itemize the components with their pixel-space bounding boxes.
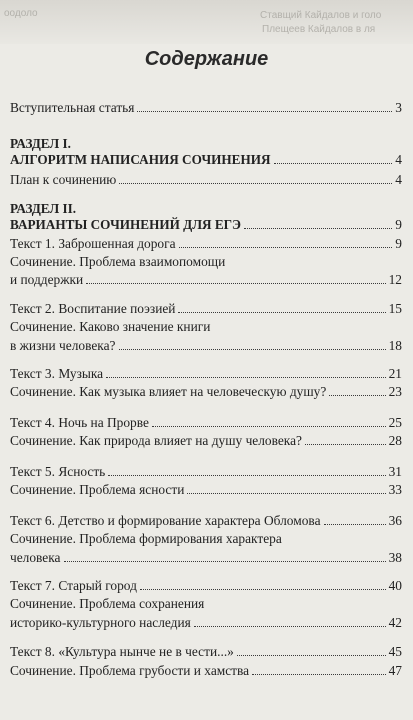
page-number: 42 xyxy=(388,615,402,630)
toc-text-line[interactable] xyxy=(10,509,402,529)
page-number: 36 xyxy=(388,513,402,528)
toc-essay-line[interactable] xyxy=(10,546,402,566)
dot-leader xyxy=(119,183,392,184)
page-number: 47 xyxy=(388,663,402,678)
page-number: 4 xyxy=(395,152,402,167)
page-number: 33 xyxy=(388,482,402,497)
page-number: 40 xyxy=(388,578,402,593)
toc-text-line[interactable] xyxy=(10,411,402,431)
toc-text-line[interactable] xyxy=(10,574,402,594)
dot-leader xyxy=(252,674,385,675)
toc-entry-text: Текст 6. Детство и формирование характера Обломова xyxy=(10,513,321,528)
toc-intro-line[interactable] xyxy=(10,96,402,116)
page-number: 4 xyxy=(395,172,402,187)
toc-entry-text: Текст 3. Музыка xyxy=(10,366,104,381)
dot-leader xyxy=(64,561,386,562)
toc-entry-text: Текст 8. «Культура нынче не в чести...» xyxy=(10,644,234,659)
toc-text-line[interactable] xyxy=(10,640,402,660)
toc-essay-line[interactable] xyxy=(10,659,402,679)
toc-entry-text: Текст 7. Старый город xyxy=(10,578,137,593)
toc-essay-line[interactable] xyxy=(10,334,402,354)
dot-leader xyxy=(274,163,393,164)
toc-text-line[interactable] xyxy=(10,297,402,317)
toc-essay-text[interactable]: Сочинение. Проблема сохранения xyxy=(10,596,205,611)
page-number: 12 xyxy=(388,272,402,287)
page-number: 45 xyxy=(388,644,402,659)
page-number: 28 xyxy=(388,433,402,448)
previous-page-bleed xyxy=(0,0,413,44)
dot-leader xyxy=(86,283,385,284)
page-number: 15 xyxy=(388,301,402,316)
dot-leader xyxy=(106,377,385,378)
toc-entry-text: и поддержки xyxy=(10,272,84,287)
dot-leader xyxy=(187,493,385,494)
section-2-label: РАЗДЕЛ II. xyxy=(10,201,77,216)
dot-leader xyxy=(152,426,386,427)
toc-entry-text: Текст 5. Ясность xyxy=(10,464,106,479)
dot-leader xyxy=(137,111,392,112)
toc-section-1-line[interactable] xyxy=(10,148,402,168)
toc-plan-line[interactable] xyxy=(10,168,402,188)
toc-entry-text: Текст 1. Заброшенная дорога xyxy=(10,236,176,251)
dot-leader xyxy=(108,475,385,476)
toc-essay-text[interactable]: Сочинение. Проблема взаимопомощи xyxy=(10,254,226,269)
dot-leader xyxy=(194,626,386,627)
toc-entry-text: Текст 4. Ночь на Прорве xyxy=(10,415,149,430)
toc-entry-text: историко-культурного наследия xyxy=(10,615,191,630)
dot-leader xyxy=(244,228,392,229)
toc-entry-text: Сочинение. Как природа влияет на душу человека? xyxy=(10,433,302,448)
page-number: 31 xyxy=(388,464,402,479)
dot-leader xyxy=(179,247,393,248)
toc-section-2-line[interactable] xyxy=(10,213,402,233)
section-1-label: РАЗДЕЛ I. xyxy=(10,136,71,151)
toc-entry-text: в жизни человека? xyxy=(10,338,116,353)
dot-leader xyxy=(140,589,386,590)
page-number: 18 xyxy=(388,338,402,353)
toc-text-line[interactable] xyxy=(10,460,402,480)
dot-leader xyxy=(329,395,385,396)
toc-entry-text: Сочинение. Проблема грубости и хамства xyxy=(10,663,250,678)
toc-essay-line[interactable] xyxy=(10,611,402,631)
section-heading: АЛГОРИТМ НАПИСАНИЯ СОЧИНЕНИЯ xyxy=(10,152,271,167)
section-heading: ВАРИАНТЫ СОЧИНЕНИЙ ДЛЯ ЕГЭ xyxy=(10,217,241,232)
toc-text-line[interactable] xyxy=(10,232,402,252)
toc-entry-text: План к сочинению xyxy=(10,172,117,187)
page-number: 25 xyxy=(388,415,402,430)
page-number: 38 xyxy=(388,550,402,565)
toc-essay-text[interactable]: Сочинение. Проблема формирования характера xyxy=(10,531,282,546)
toc-entry-text: Сочинение. Как музыка влияет на человеческую душу? xyxy=(10,384,327,399)
bleed-text: Плещеев Кайдалов в ля xyxy=(262,24,376,35)
toc-essay-text[interactable]: Сочинение. Каково значение книги xyxy=(10,319,211,334)
toc-entry-text: Текст 2. Воспитание поэзией xyxy=(10,301,176,316)
dot-leader xyxy=(119,349,386,350)
dot-leader xyxy=(237,655,386,656)
page-title: Содержание xyxy=(144,48,269,70)
toc-essay-line[interactable] xyxy=(10,478,402,498)
toc-essay-line[interactable] xyxy=(10,429,402,449)
toc-entry-text: Вступительная статья xyxy=(10,100,135,115)
bleed-text: оодоло xyxy=(4,8,38,19)
dot-leader xyxy=(324,524,386,525)
page-number: 9 xyxy=(395,217,402,232)
bleed-text: Ставщий Кайдалов и голо xyxy=(260,10,382,21)
dot-leader xyxy=(305,444,386,445)
toc-text-line[interactable] xyxy=(10,362,402,382)
dot-leader xyxy=(178,312,385,313)
page-number: 9 xyxy=(395,236,402,251)
page-number: 23 xyxy=(388,384,402,399)
toc-entry-text: Сочинение. Проблема ясности xyxy=(10,482,185,497)
toc-essay-line[interactable] xyxy=(10,380,402,400)
page-number: 3 xyxy=(395,100,402,115)
page-number: 21 xyxy=(388,366,402,381)
toc-entry-text: человека xyxy=(10,550,61,565)
toc-essay-line[interactable] xyxy=(10,268,402,288)
